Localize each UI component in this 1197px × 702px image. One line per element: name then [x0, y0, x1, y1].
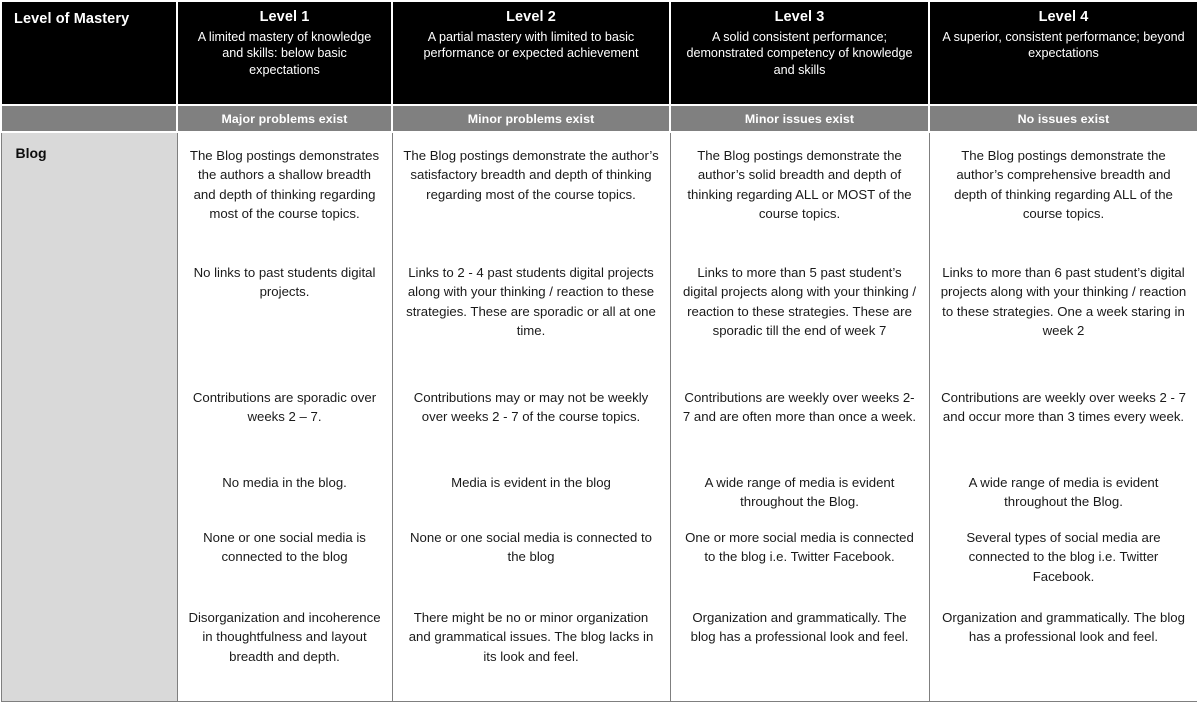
cell-breadth-and-depth-level-1 — [177, 132, 392, 263]
level-1-description: A limited mastery of knowledge and skills: below basic expectations — [197, 29, 372, 78]
band-cell-level-3: Minor issues exist — [670, 105, 929, 132]
cell-text: Contributions are weekly over weeks 2- 7 and are often more than once a week. — [682, 390, 917, 425]
cell-media-usage-level-1 — [177, 473, 392, 528]
cell-media-usage-level-2 — [392, 473, 670, 528]
cell-text: One or more social media is connected to the blog i.e. Twitter Facebook. — [685, 530, 914, 565]
cell-text: Links to more than 6 past student’s digital projects along with your thinking / reaction to these strategies. One a week staring in week 2 — [940, 265, 1187, 339]
cell-text: Contributions may or may not be weekly over weeks 2 - 7 of the course topics. — [413, 390, 649, 425]
cell-text: There might be no or minor organization and grammatical issues. The blog lacks in its look and feel. — [408, 610, 654, 664]
cell-social-media-connection-level-2 — [392, 528, 670, 608]
criteria-cell-blog — [1, 132, 177, 702]
level-4-title: Level 4 — [1038, 9, 1089, 25]
cell-text: Organization and grammatically. The blog has a professional look and feel. — [942, 610, 1185, 645]
cell-text: Links to more than 5 past student’s digital projects along with your thinking / reaction to these strategies. These are sporadic till the end of week 7 — [682, 265, 917, 339]
table-row — [1, 132, 1197, 263]
cell-text: Several types of social media are connected to the blog i.e. Twitter Facebook. — [966, 530, 1161, 584]
cell-contribution-frequency-level-3 — [670, 388, 929, 473]
table-row — [1, 388, 1197, 473]
cell-contribution-frequency-level-4 — [929, 388, 1197, 473]
band-cell-empty — [1, 105, 177, 132]
cell-breadth-and-depth-level-4 — [929, 132, 1197, 263]
cell-text: Organization and grammatically. The blog has a professional look and feel. — [690, 610, 909, 645]
cell-text: No links to past students digital projects. — [193, 265, 376, 300]
cell-text: A wide range of media is evident throughout the Blog. — [704, 475, 895, 510]
cell-text: Media is evident in the blog — [451, 475, 611, 490]
level-3-description: A solid consistent performance; demonstrated competency of knowledge and skills — [686, 29, 913, 78]
cell-text: None or one social media is connected to the blog — [203, 530, 366, 565]
level-1-title: Level 1 — [259, 9, 310, 25]
cell-media-usage-level-4 — [929, 473, 1197, 528]
cell-breadth-and-depth-level-3 — [670, 132, 929, 263]
cell-breadth-and-depth-level-2 — [392, 132, 670, 263]
band-cell-level-1: Major problems exist — [177, 105, 392, 132]
table-row — [1, 263, 1197, 388]
cell-organization-and-grammar-level-1 — [177, 608, 392, 702]
header-cell-level-2 — [392, 1, 670, 105]
criteria-header-label: Level of Mastery — [14, 11, 130, 27]
cell-text: The Blog postings demonstrates the authors a shallow breadth and depth of thinking regarding most of the course topics. — [189, 148, 380, 222]
cell-text: A wide range of media is evident throughout the Blog. — [968, 475, 1159, 510]
cell-links-to-projects-level-1 — [177, 263, 392, 388]
level-3-title: Level 3 — [774, 9, 825, 25]
header-cell-level-1 — [177, 1, 392, 105]
cell-text: No media in the blog. — [222, 475, 347, 490]
table-band-row — [1, 105, 1197, 132]
table-row — [1, 608, 1197, 702]
header-cell-criteria — [1, 1, 177, 105]
header-cell-level-4 — [929, 1, 1197, 105]
cell-social-media-connection-level-4 — [929, 528, 1197, 608]
cell-media-usage-level-3 — [670, 473, 929, 528]
header-cell-level-3 — [670, 1, 929, 105]
band-cell-level-4: No issues exist — [929, 105, 1197, 132]
band-cell-level-2: Minor problems exist — [392, 105, 670, 132]
cell-text: Links to 2 - 4 past students digital projects along with your thinking / reaction to these strategies. These are sporadic or all at one time. — [406, 265, 656, 339]
cell-social-media-connection-level-3 — [670, 528, 929, 608]
table-row — [1, 528, 1197, 608]
cell-text: The Blog postings demonstrate the author’s comprehensive breadth and depth of thinking regarding ALL of the course topics. — [954, 148, 1173, 222]
cell-organization-and-grammar-level-3 — [670, 608, 929, 702]
cell-links-to-projects-level-4 — [929, 263, 1197, 388]
cell-organization-and-grammar-level-2 — [392, 608, 670, 702]
level-2-title: Level 2 — [506, 9, 556, 25]
cell-organization-and-grammar-level-4 — [929, 608, 1197, 702]
cell-text: Contributions are weekly over weeks 2 - 7 and occur more than 3 times every week. — [941, 390, 1186, 425]
cell-text: None or one social media is connected to the blog — [410, 530, 652, 565]
criteria-row-label: Blog — [15, 145, 47, 161]
level-2-description: A partial mastery with limited to basic performance or expected achievement — [423, 29, 639, 61]
cell-social-media-connection-level-1 — [177, 528, 392, 608]
cell-text: Contributions are sporadic over weeks 2 – 7. — [192, 390, 377, 425]
table-header-row — [1, 1, 1197, 105]
cell-text: Disorganization and incoherence in thoughtfulness and layout breadth and depth. — [188, 610, 381, 664]
level-4-description: A superior, consistent performance; beyond expectations — [942, 29, 1185, 61]
cell-text: The Blog postings demonstrate the author’s solid breadth and depth of thinking regarding ALL or MOST of the course topics. — [687, 148, 912, 222]
cell-links-to-projects-level-2 — [392, 263, 670, 388]
cell-text: The Blog postings demonstrate the author’s satisfactory breadth and depth of thinking regarding most of the course topics. — [403, 148, 659, 202]
cell-links-to-projects-level-3 — [670, 263, 929, 388]
table-row — [1, 473, 1197, 528]
cell-contribution-frequency-level-2 — [392, 388, 670, 473]
cell-contribution-frequency-level-1 — [177, 388, 392, 473]
